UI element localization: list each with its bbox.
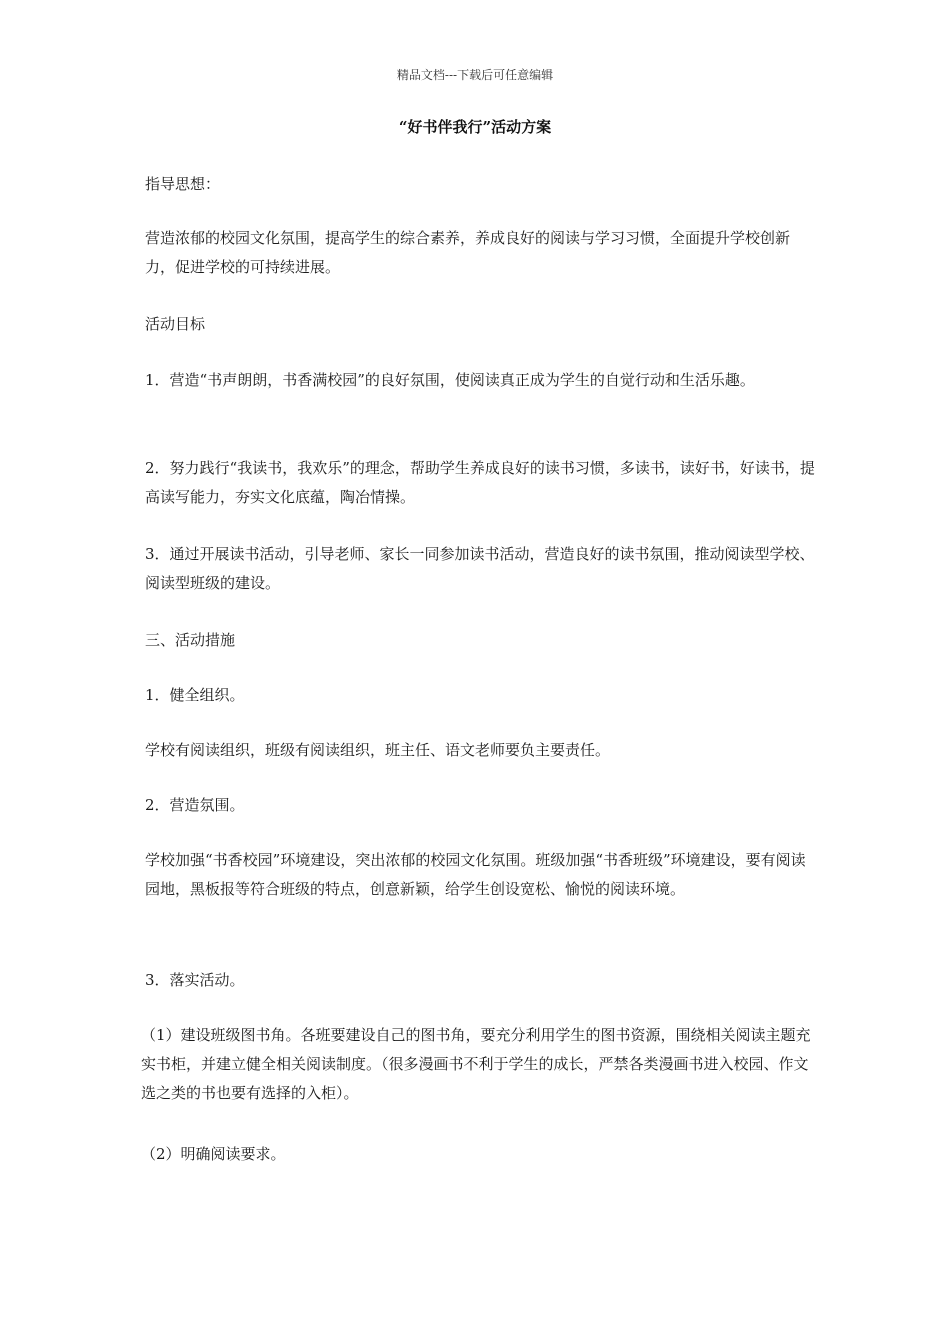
subheading-organization: 1．健全组织。 <box>145 686 245 704</box>
section-heading-guiding-thought: 指导思想： <box>145 175 221 193</box>
section-heading-activity-goals: 活动目标 <box>145 315 206 333</box>
paragraph-atmosphere: 学校加强“书香校园”环境建设，突出浓郁的校园文化氛围。班级加强“书香班级”环境建设，要有阅读园地，黑板报等符合班级的特点，创意新颖，给学生创设宽松、愉悦的阅读环境。 <box>145 851 806 898</box>
paragraph-book-corner: （1）建设班级图书角。各班要建设自己的图书角，要充分利用学生的图书资源，围绕相关阅读主题充实书柜，并建立健全相关阅读制度。（很多漫画书不利于学生的成长，严禁各类漫画书进入校园、作文选之类的书也要有选择的入柜）。 <box>141 1026 811 1102</box>
paragraph-goal-3: 3．通过开展读书活动，引导老师、家长一同参加读书活动，营造良好的读书氛围，推动阅读型学校、阅读型班级的建设。 <box>145 545 815 592</box>
paragraph-organization: 学校有阅读组织，班级有阅读组织，班主任、语文老师要负主要责任。 <box>145 741 611 759</box>
section-heading-activity-measures: 三、活动措施 <box>145 631 236 649</box>
paragraph-goal-2: 2．努力践行“我读书，我欢乐”的理念，帮助学生养成良好的读书习惯，多读书，读好书，好读书，提高读写能力，夯实文化底蕴，陶冶情操。 <box>145 459 815 506</box>
page-header: 精品文档---下载后可任意编辑 <box>396 68 554 82</box>
subheading-atmosphere: 2．营造氛围。 <box>145 796 245 814</box>
paragraph-guiding-thought: 营造浓郁的校园文化氛围，提高学生的综合素养，养成良好的阅读与学习习惯，全面提升学校创新力，促进学校的可持续进展。 <box>145 229 791 276</box>
document-title: “好书伴我行”活动方案 <box>398 118 552 136</box>
subheading-implement-activities: 3．落实活动。 <box>145 971 245 989</box>
paragraph-reading-requirements: （2）明确阅读要求。 <box>141 1145 286 1163</box>
paragraph-goal-1: 1．营造“书声朗朗，书香满校园”的良好氛围，使阅读真正成为学生的自觉行动和生活乐趣。 <box>145 371 755 389</box>
